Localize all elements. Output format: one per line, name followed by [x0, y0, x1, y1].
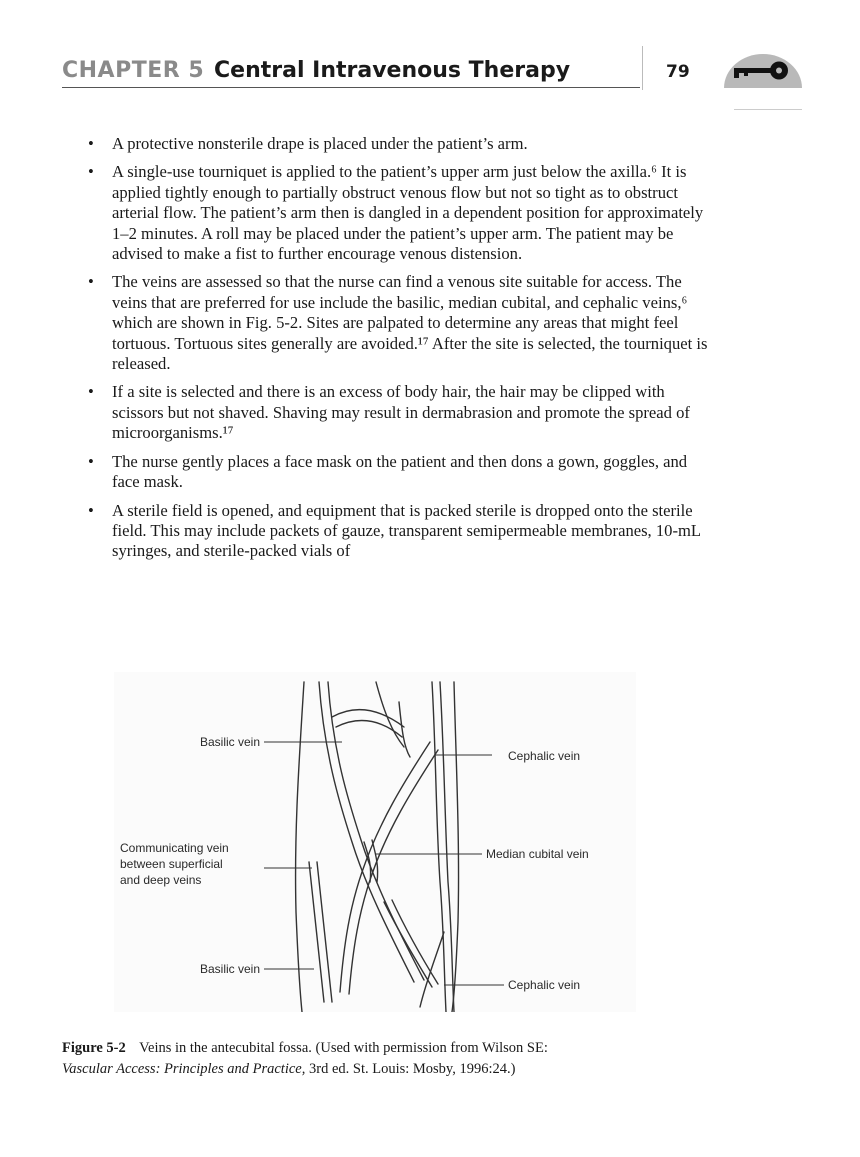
caption-text: Veins in the antecubital fossa. (Used with permission from Wilson SE:: [139, 1040, 548, 1056]
header-underline: [62, 87, 640, 88]
key-underline: [734, 109, 802, 110]
list-item: • A protective nonsterile drape is placed under the patient’s arm.: [88, 134, 528, 153]
label-communicating-vein-1: Communicating vein: [120, 841, 229, 855]
antecubital-veins-illustration: [114, 672, 636, 1012]
page-header: [62, 56, 802, 106]
caption-source-details: 3rd ed. St. Louis: Mosby, 1996:24.): [308, 1061, 516, 1077]
header-divider: [642, 46, 643, 90]
label-cephalic-vein-top: Cephalic vein: [508, 749, 581, 763]
chapter-label: CHAPTER 5: [62, 58, 205, 83]
chapter-title: Central Intravenous Therapy: [214, 58, 571, 83]
list-item: • If a site is selected and there is an excess of body hair, the hair may be clipped with scissors but not shaved. Shaving may result in dermabrasion and promote the spread of microorganisms.¹⁷: [88, 382, 690, 443]
caption-source-title: Vascular Access: Principles and Practice,: [62, 1061, 306, 1077]
list-item: • The veins are assessed so that the nurse can find a venous site suitable for access. The veins that are preferred for use include the basilic, median cubital, and cephalic veins,⁶ which are shown in Fig. 5-2. Sites are palpated to determine any areas that might feel tortuous. Tortuous sites generally are avoided.¹⁷ After the site is selected, the tourniquet is released.: [88, 272, 708, 374]
label-basilic-vein-bottom: Basilic vein: [199, 962, 260, 976]
bullet-list: [88, 134, 708, 570]
label-basilic-vein-top: Basilic vein: [199, 735, 260, 749]
label-communicating-vein-3: and deep veins: [120, 873, 202, 887]
page-number: 79: [666, 62, 690, 82]
label-communicating-vein-2: between superficial: [120, 857, 223, 871]
list-item: • A sterile field is opened, and equipment that is packed sterile is dropped onto the sterile field. This may include packets of gauze, transparent semipermeable membranes, 10-mL syringes, and sterile-packed vials of: [88, 500, 701, 561]
figure-label: Figure 5-2: [62, 1040, 126, 1056]
label-median-cubital-vein: Median cubital vein: [486, 847, 589, 861]
label-cephalic-vein-bottom: Cephalic vein: [508, 978, 581, 992]
key-icon: [724, 48, 802, 88]
list-item: • The nurse gently places a face mask on the patient and then dons a gown, goggles, and face mask.: [88, 451, 688, 492]
figure-caption: [62, 1038, 762, 1080]
list-item: • A single-use tourniquet is applied to the patient’s upper arm just below the axilla.⁶ It is applied tightly enough to partially obstruct venous flow but not so tight as to obstruct arterial flow. The patient’s arm then is dangled in a dependent position for approximately 1–2 minutes. A roll may be placed under the patient’s upper arm. The patient may be advised to make a fist to further encourage venous distension.: [88, 162, 704, 264]
